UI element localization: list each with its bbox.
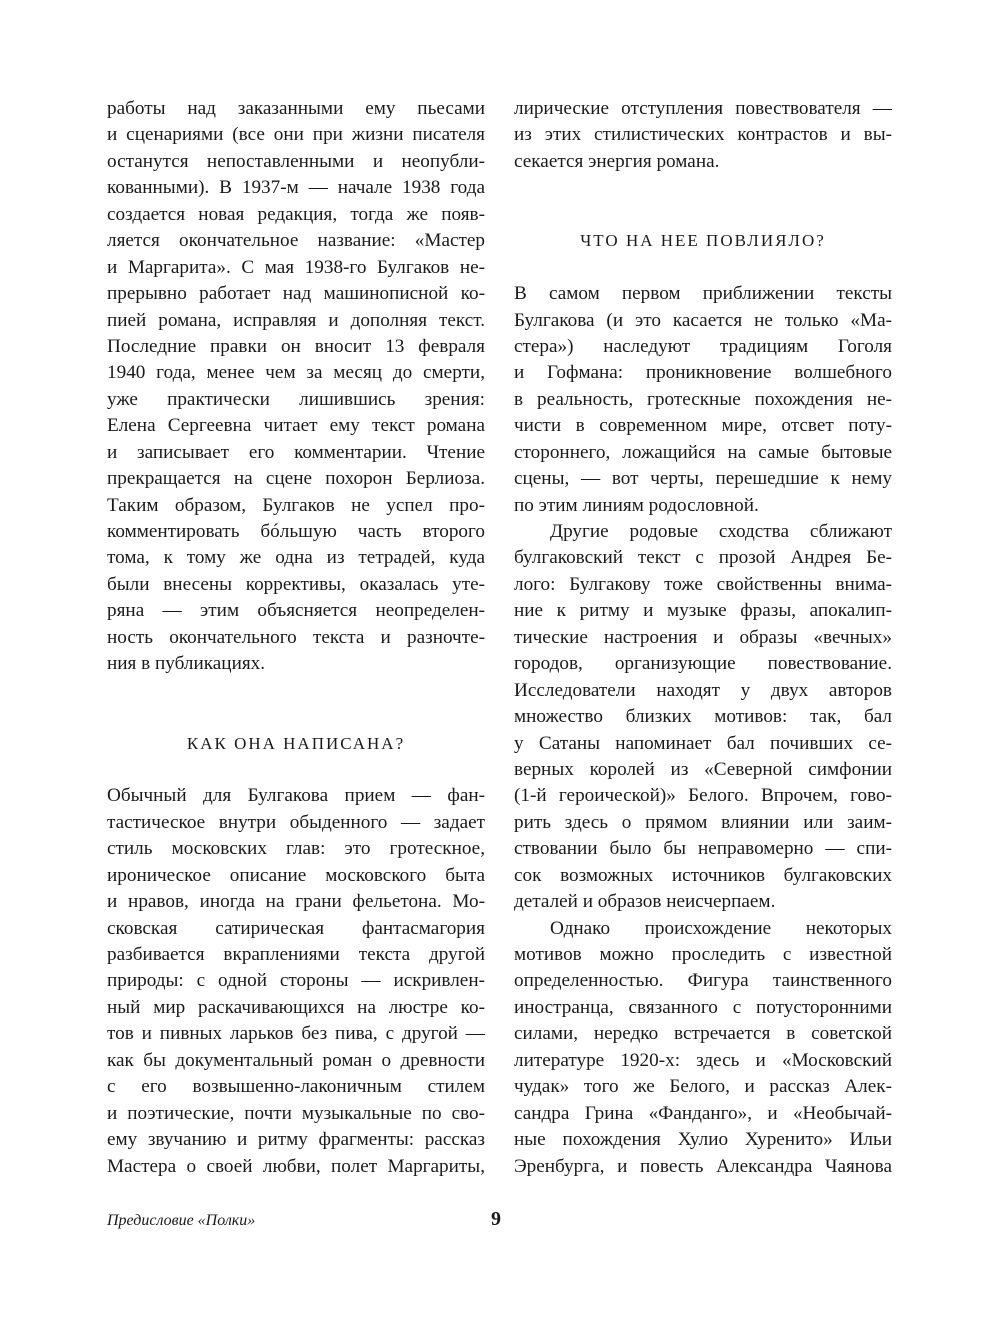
text-line: мотивов можно проследить с известной	[514, 944, 892, 966]
text-line: булгаковский текст с прозой Андрея Бе-	[514, 547, 892, 569]
text-line: сцены, — вот черты, перешедшие к нему	[514, 468, 892, 490]
text-line: Последние правки он вносит 13 февраля	[107, 335, 485, 357]
text-line: иностранца, связанного с потусторонними	[514, 996, 892, 1018]
text-line: определенностью. Фигура таинственного	[514, 970, 892, 992]
text-line: чисти в современном мире, отсвет поту-	[514, 415, 892, 437]
text-line: множество близких мотивов: так, бал	[514, 706, 892, 728]
text-line: ствовании было бы неправомерно — спи-	[514, 838, 892, 860]
text-line: комментировать бóльшую часть второго	[107, 521, 485, 542]
text-line: уже практически лишившись зрения:	[107, 388, 485, 410]
text-line: ный мир раскачивающихся на люстре ко-	[107, 996, 485, 1018]
text-line: ние к ритму и музыке фразы, апокалип-	[514, 600, 892, 622]
spacer	[107, 757, 485, 783]
section-heading: ЧТО НА НЕЕ ПОВЛИЯЛО?	[580, 231, 826, 251]
left-column	[107, 96, 485, 1180]
text-line: прекращается на сцене похорон Берлиоза.	[107, 468, 485, 490]
text-line: силами, нередко встречается в советской	[514, 1023, 892, 1045]
text-line: Обычный для Булгакова прием — фан-	[107, 785, 485, 807]
text-line: в реальность, гротескные похождения не-	[514, 388, 892, 410]
text-line: стороннего, ложащийся на самые бытовые	[514, 441, 892, 463]
text-line: кованными). В 1937-м — начале 1938 года	[107, 177, 485, 199]
text-line: ляется окончательное название: «Мастер	[107, 230, 485, 252]
text-line: сандра Грина «Фанданго», и «Необычай-	[514, 1102, 892, 1124]
spacer	[514, 175, 892, 228]
text-line: лого: Булгакову тоже свойственны внима-	[514, 573, 892, 595]
paragraph	[514, 916, 892, 1180]
text-line: Исследователи находят у двух авторов	[514, 679, 892, 701]
text-line: литературе 1920-х: здесь и «Московский	[514, 1049, 892, 1071]
paragraph	[514, 519, 892, 916]
spacer	[514, 255, 892, 281]
text-line: прерывно работает над машинописной ко-	[107, 283, 485, 305]
text-line: Эренбурга, и повесть Александра Чаянова	[514, 1155, 892, 1177]
text-line: деталей и образов неисчерпаем.	[514, 891, 776, 913]
text-line: ряна — этим объясняется неопределен-	[107, 600, 485, 622]
text-line: Мастера о своей любви, полет Маргариты,	[107, 1155, 485, 1177]
paragraph	[107, 96, 485, 678]
text-line: тома, к тому же одна из тетрадей, куда	[107, 547, 485, 569]
text-line: и Гофмана: проникновение волшебного	[514, 362, 892, 384]
text-line: создается новая редакция, тогда же появ-	[107, 203, 485, 225]
text-line: (1-й героической)» Белого. Впрочем, гово-	[514, 785, 892, 807]
text-line: с его возвышенно-лаконичным стилем	[107, 1076, 485, 1098]
text-line: сок возможных источников булгаковских	[514, 864, 892, 886]
spacer	[107, 678, 485, 731]
text-line: ность окончательного текста и разночте-	[107, 626, 485, 648]
text-line: пией романа, исправляя и дополняя текст.	[107, 309, 485, 331]
text-line: разбивается вкраплениями текста другой	[107, 944, 485, 966]
text-line: Елена Сергеевна читает ему текст романа	[107, 415, 485, 437]
text-line: рить здесь о прямом влиянии или заим-	[514, 811, 892, 833]
text-line: городов, организующие повествование.	[514, 653, 892, 675]
text-line: и сценариями (все они при жизни писателя	[107, 124, 485, 146]
paragraph	[107, 783, 485, 1180]
text-line: ные похождения Хулио Хуренито» Ильи	[514, 1129, 892, 1151]
text-line: и нравов, иногда на грани фельетона. Мо-	[107, 891, 485, 913]
text-line: стиль московских глав: это гротескное,	[107, 838, 485, 860]
text-line: верных королей из «Северной симфонии	[514, 758, 892, 780]
text-line: тастическое внутри обыденного — задает	[107, 811, 485, 833]
text-line: останутся непоставленными и неопубли-	[107, 150, 485, 172]
text-line: ния в публикациях.	[107, 653, 266, 675]
text-line: ему звучанию и ритму фрагменты: рассказ	[107, 1129, 485, 1151]
right-column	[514, 96, 892, 1180]
paragraph	[514, 96, 892, 175]
text-line: В самом первом приближении тексты	[514, 283, 892, 305]
text-line: Однако происхождение некоторых	[550, 917, 892, 939]
text-line: работы над заказанными ему пьесами	[107, 98, 485, 119]
text-line: по этим линиям родословной.	[514, 494, 759, 516]
text-line: из этих стилистических контрастов и вы-	[514, 124, 892, 146]
text-line: были внесены коррективы, оказалась уте-	[107, 573, 485, 595]
text-line: как бы документальный роман о древности	[107, 1049, 485, 1071]
text-line: и поэтические, почти музыкальные по сво-	[107, 1102, 485, 1124]
text-line: тические настроения и образы «вечных»	[514, 626, 892, 648]
text-line: и записывает его комментарии. Чтение	[107, 441, 485, 463]
text-line: 1940 года, менее чем за месяц до смерти,	[107, 362, 485, 384]
text-line: сковская сатирическая фантасмагория	[107, 917, 485, 939]
text-line: ироническое описание московского быта	[107, 864, 485, 886]
paragraph	[514, 281, 892, 519]
text-line: лирические отступления повествователя —	[514, 98, 892, 119]
page-number: 9	[491, 1208, 501, 1230]
running-title: Предисловие «Полки»	[107, 1212, 256, 1229]
text-line: у Сатаны напоминает бал почивших се-	[514, 732, 892, 754]
text-line: Булгакова (и это касается не только «Ма-	[514, 309, 892, 331]
section-heading: КАК ОНА НАПИСАНА?	[186, 733, 406, 753]
text-line: секается энергия романа.	[514, 150, 720, 172]
text-line: природы: с одной стороны — искривлен-	[107, 970, 485, 992]
text-line: Другие родовые сходства сближают	[550, 521, 892, 543]
text-line: Таким образом, Булгаков не успел про-	[107, 494, 485, 516]
text-line: чудак» того же Белого, и рассказ Алек-	[514, 1076, 892, 1098]
text-line: стера») наследуют традициям Гоголя	[514, 335, 892, 357]
text-line: и Маргарита». С мая 1938-го Булгаков не-	[107, 256, 485, 278]
text-line: тов и пивных ларьков без пива, с другой —	[107, 1023, 485, 1045]
